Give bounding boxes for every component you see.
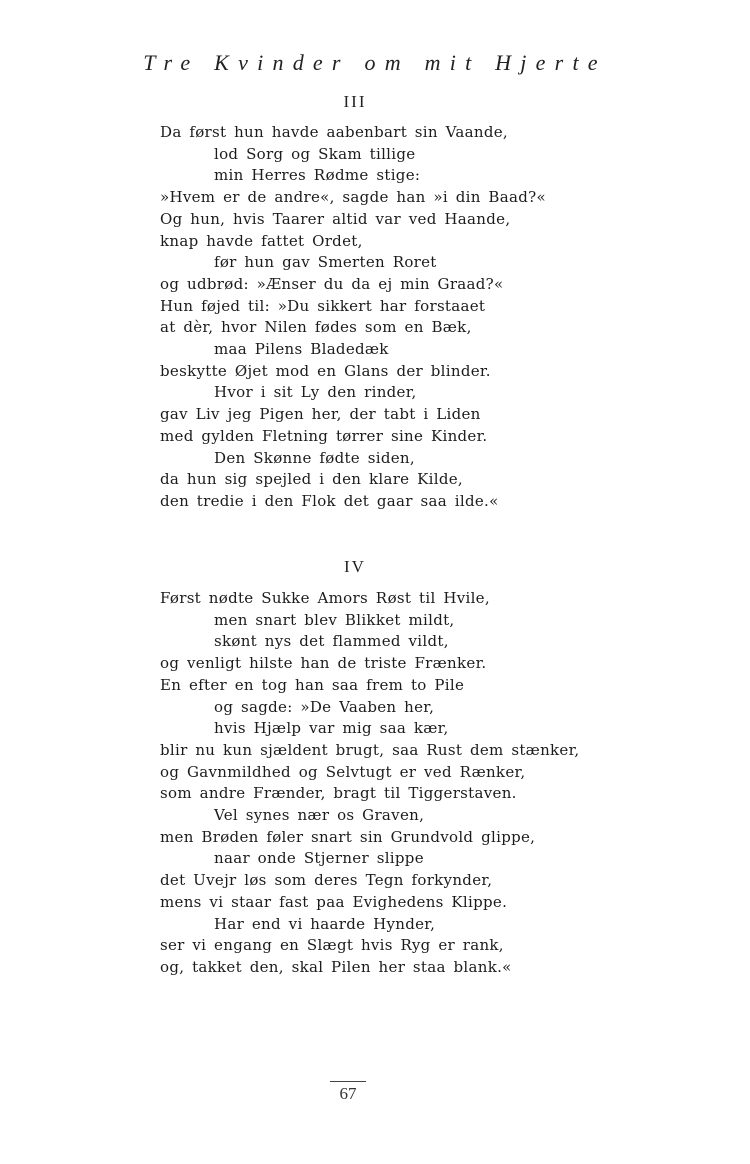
poem-line: maa Pilens Bladedæk: [214, 340, 389, 359]
page-number: 67: [339, 1084, 357, 1103]
poem-line: den tredie i den Flok det gaar saa ilde.«: [160, 491, 499, 510]
poem-line: og sagde: »De Vaaben her,: [214, 697, 435, 716]
poem-line: Da først hun havde aabenbart sin Vaande,: [160, 123, 508, 141]
poem-line: Hvor i sit Ly den rinder,: [214, 383, 417, 402]
poem-line: Har end vi haarde Hynder,: [214, 914, 436, 933]
poem-line: med gylden Fletning tørrer sine Kinder.: [160, 426, 488, 445]
poem-section-iv: [160, 588, 580, 979]
poem-line: hvis Hjælp var mig saa kær,: [214, 719, 449, 738]
poem-line: naar onde Stjerner slippe: [214, 849, 424, 868]
section-number-iii: III: [343, 92, 367, 111]
poem-section-iii: [160, 122, 546, 513]
poem-line: og udbrød: »Ænser du da ej min Graad?«: [160, 274, 504, 293]
poem-line: Vel synes nær os Graven,: [214, 806, 425, 825]
poem-line: Og hun, hvis Taarer altid var ved Haande,: [160, 209, 511, 228]
poem-line: Hun føjed til: »Du sikkert har forstaaet: [160, 296, 486, 315]
poem-line: men Brøden føler snart sin Grundvold glippe,: [160, 827, 536, 846]
poem-line: knap havde fattet Ordet,: [160, 231, 363, 250]
poem-line: En efter en tog han saa frem to Pile: [160, 675, 465, 694]
poem-line: før hun gav Smerten Roret: [214, 253, 437, 272]
poem-line: det Uvejr løs som deres Tegn forkynder,: [160, 871, 493, 890]
poem-line: Først nødte Sukke Amors Røst til Hvile,: [160, 589, 490, 607]
poem-line: blir nu kun sjældent brugt, saa Rust dem stænker,: [160, 740, 580, 759]
footer-rule: [330, 1081, 366, 1082]
poem-line: og, takket den, skal Pilen her staa blank.«: [160, 957, 512, 976]
poem-line: men snart blev Blikket mildt,: [214, 610, 455, 629]
poem-line: som andre Frænder, bragt til Tiggerstaven.: [160, 784, 517, 803]
poem-line: ser vi engang en Slægt hvis Ryg er rank,: [160, 936, 504, 955]
poem-line: mens vi staar fast paa Evighedens Klippe.: [160, 892, 508, 911]
poem-line: og Gavnmildhed og Selvtugt er ved Rænker,: [160, 762, 526, 781]
poem-line: beskytte Øjet mod en Glans der blinder.: [160, 361, 491, 380]
poem-line: og venligt hilste han de triste Frænker.: [160, 654, 487, 673]
poem-line: min Herres Rødme stige:: [214, 166, 421, 185]
poem-line: at dèr, hvor Nilen fødes som en Bæk,: [160, 318, 472, 337]
poem-line: Den Skønne fødte siden,: [214, 448, 415, 467]
poem-line: da hun sig spejled i den klare Kilde,: [160, 470, 463, 489]
poem-line: skønt nys det flammed vildt,: [214, 632, 449, 651]
running-title: Tre Kvinder om mit Hjerte: [143, 50, 607, 75]
poem-line: »Hvem er de andre«, sagde han »i din Baad?«: [160, 188, 546, 207]
section-number-iv: IV: [343, 557, 367, 576]
poem-line: lod Sorg og Skam tillige: [214, 144, 416, 163]
poem-line: gav Liv jeg Pigen her, der tabt i Liden: [160, 405, 481, 424]
